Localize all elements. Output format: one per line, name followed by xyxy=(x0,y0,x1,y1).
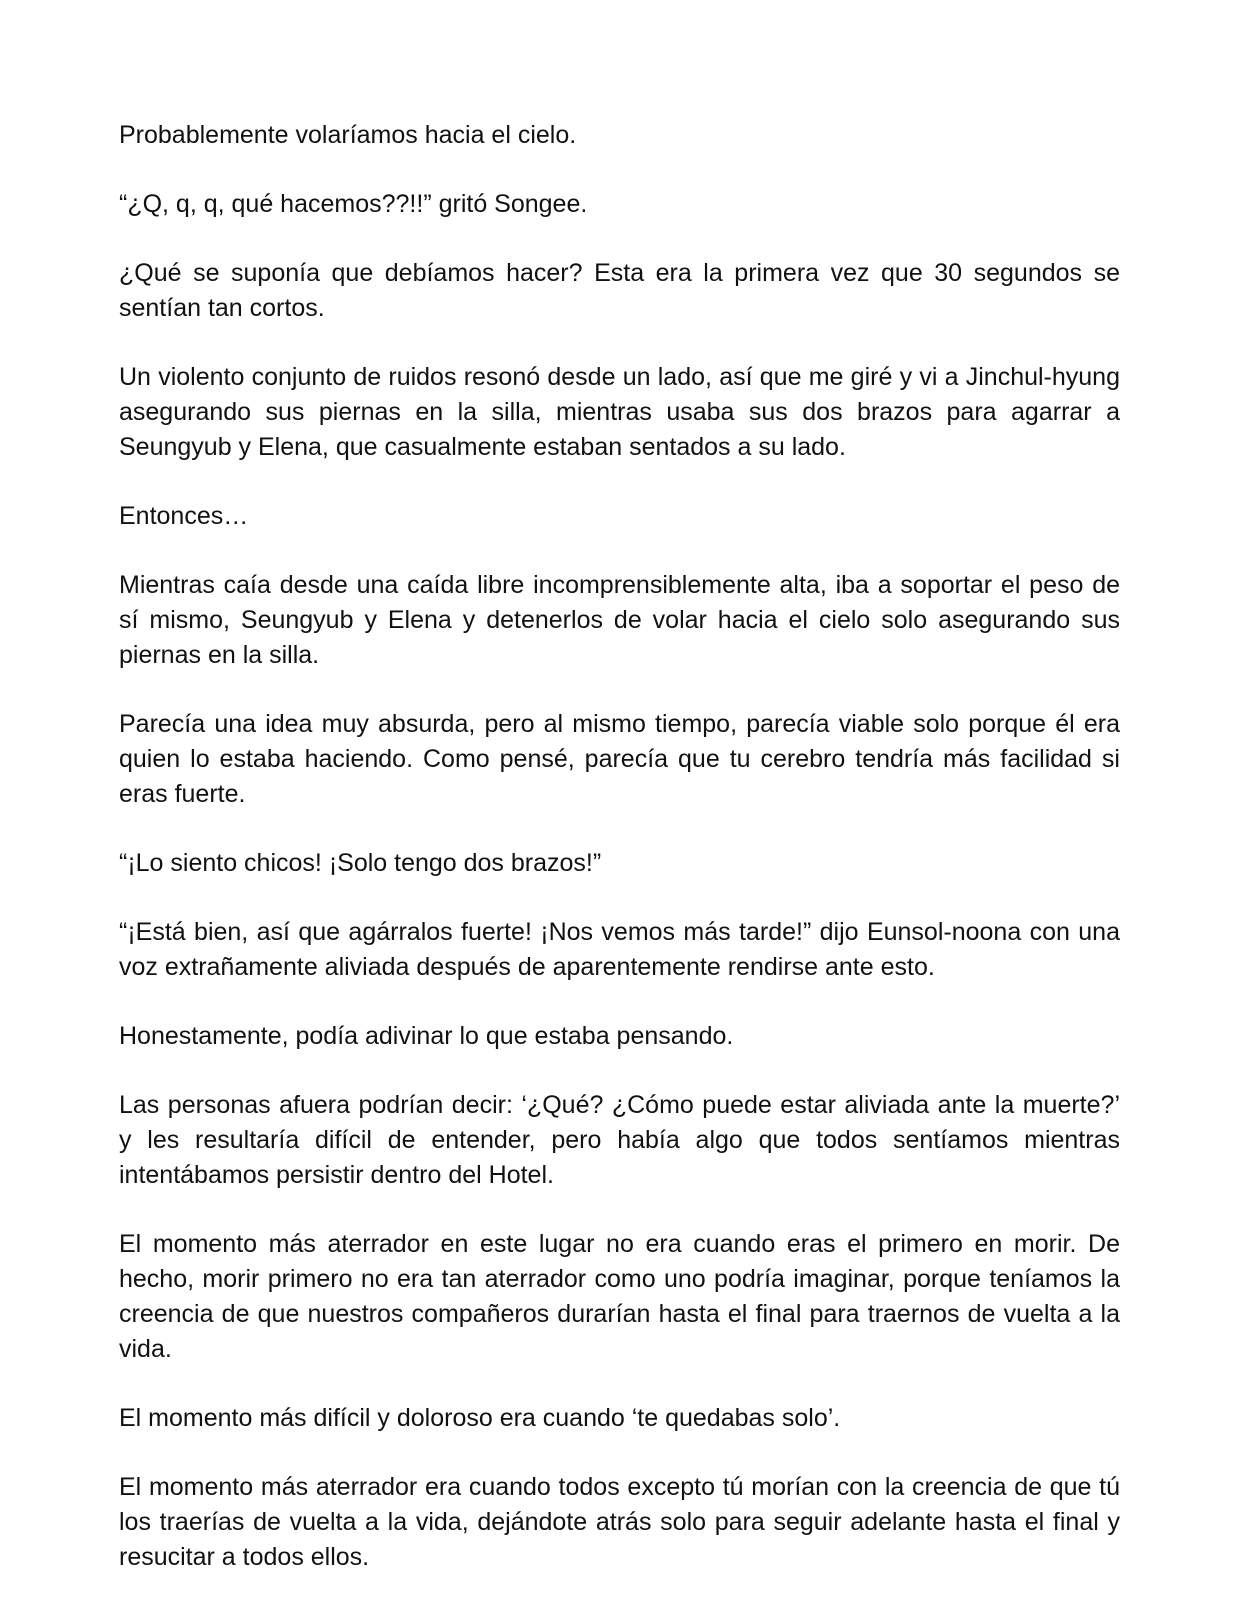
paragraph-8: “¡Lo siento chicos! ¡Solo tengo dos brazos!” xyxy=(119,849,602,877)
paragraph-12: El momento más aterrador en este lugar no era cuando eras el primero en morir. De hecho, morir primero no era tan aterrador como uno podría imaginar, porque teníamos la creencia de que nuestros compañeros durarían hasta el final para traernos de vuelta a la vida. xyxy=(119,1230,1120,1363)
paragraph-1: Probablemente volaríamos hacia el cielo. xyxy=(119,121,577,149)
paragraph-13: El momento más difícil y doloroso era cuando ‘te quedabas solo’. xyxy=(119,1404,841,1432)
paragraph-4: Un violento conjunto de ruidos resonó desde un lado, así que me giré y vi a Jinchul-hyung asegurando sus piernas en la silla, mientras usaba sus dos brazos para agarrar a Seungyub y Elena, que casualmente estaban sentados a su lado. xyxy=(119,363,1120,461)
paragraph-10: Honestamente, podía adivinar lo que estaba pensando. xyxy=(119,1022,734,1050)
paragraph-5: Entonces… xyxy=(119,502,249,530)
paragraph-3: ¿Qué se suponía que debíamos hacer? Esta era la primera vez que 30 segundos se sentían tan cortos. xyxy=(119,259,1120,322)
paragraph-6: Mientras caía desde una caída libre incomprensiblemente alta, iba a soportar el peso de sí mismo, Seungyub y Elena y detenerlos de volar hacia el cielo solo asegurando sus piernas en la silla. xyxy=(119,571,1120,669)
document-body xyxy=(119,118,1120,1609)
paragraph-14: El momento más aterrador era cuando todos excepto tú morían con la creencia de que tú los traerías de vuelta a la vida, dejándote atrás solo para seguir adelante hasta el final y resucitar a todos ellos. xyxy=(119,1473,1120,1571)
paragraph-9: “¡Está bien, así que agárralos fuerte! ¡Nos vemos más tarde!” dijo Eunsol-noona con una voz extrañamente aliviada después de aparentemente rendirse ante esto. xyxy=(119,918,1120,981)
paragraph-11: Las personas afuera podrían decir: ‘¿Qué? ¿Cómo puede estar aliviada ante la muerte?’ y les resultaría difícil de entender, pero había algo que todos sentíamos mientras intentábamos persistir dentro del Hotel. xyxy=(119,1091,1120,1189)
paragraph-2: “¿Q, q, q, qué hacemos??!!” gritó Songee. xyxy=(119,190,588,218)
paragraph-7: Parecía una idea muy absurda, pero al mismo tiempo, parecía viable solo porque él era quien lo estaba haciendo. Como pensé, parecía que tu cerebro tendría más facilidad si eras fuerte. xyxy=(119,710,1120,808)
